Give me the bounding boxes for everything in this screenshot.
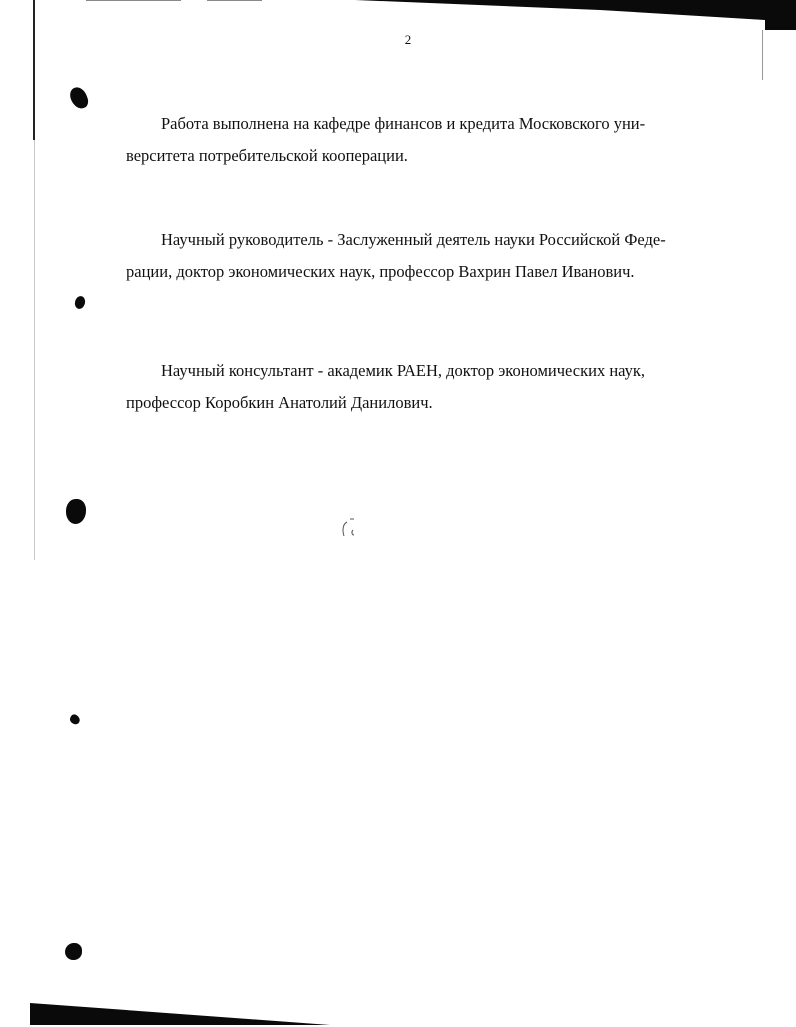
scan-top-edge-shadow	[0, 0, 796, 40]
scan-bottom-edge-shadow	[0, 995, 796, 1027]
punch-hole-mark	[73, 295, 86, 310]
punch-hole-mark	[68, 713, 81, 726]
paragraph-line: профессор Коробкин Анатолий Данилович.	[126, 393, 433, 412]
stray-pen-mark	[338, 516, 362, 540]
paragraph-line: рации, доктор экономических наук, профессор Вахрин Павел Иванович.	[126, 262, 635, 281]
scan-right-edge	[762, 30, 763, 80]
paragraph-supervisor	[126, 224, 706, 288]
paragraph-line: Научный руководитель - Заслуженный деятель науки Российской Феде-	[161, 230, 666, 249]
paragraph-line: Работа выполнена на кафедре финансов и кредита Московского уни-	[161, 114, 646, 133]
punch-hole-mark	[68, 85, 91, 111]
page-number: 2	[404, 32, 412, 47]
paragraph-line: Научный консультант - академик РАЕН, доктор экономических наук,	[161, 361, 646, 380]
paragraph-consultant	[126, 355, 706, 419]
paragraph-department	[126, 108, 706, 172]
scan-left-edge-faint	[34, 140, 35, 560]
punch-hole-mark	[66, 499, 86, 524]
paragraph-line: верситета потребительской кооперации.	[126, 146, 408, 165]
punch-hole-mark	[65, 943, 82, 960]
